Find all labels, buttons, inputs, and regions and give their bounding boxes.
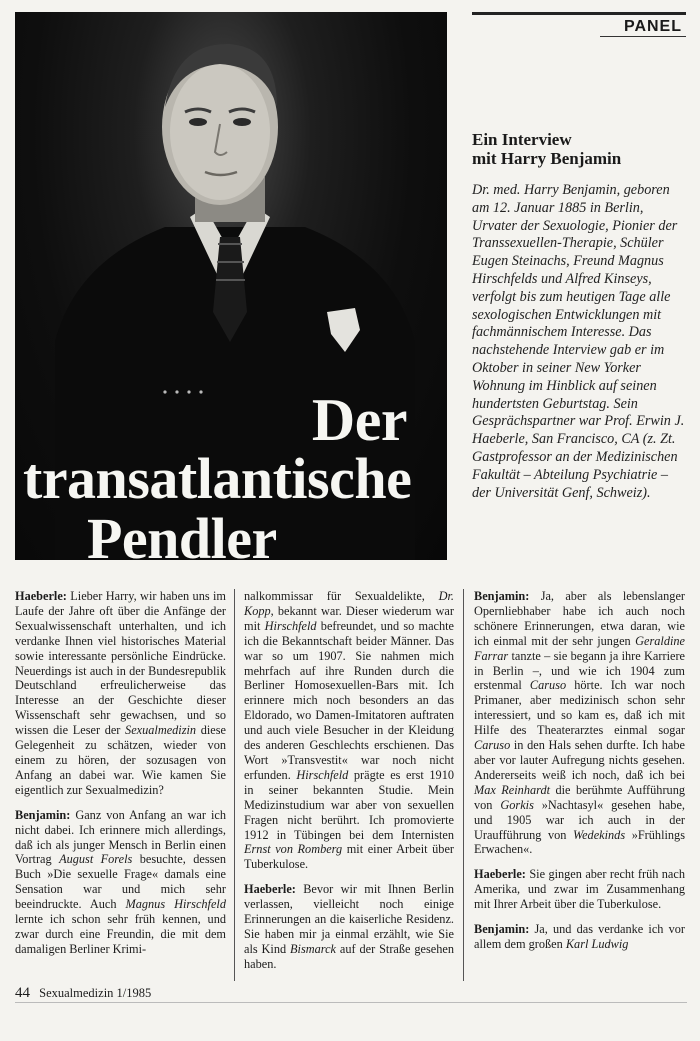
text-run: tanzte – sie begann ja ihre Karriere in Berlin –, und wie ich 1904 zum erstenmal [474, 648, 685, 693]
text-run: auf der Straße gesehen haben. [244, 941, 454, 971]
emphasis: Caruso [474, 738, 511, 753]
text-run: Ja, aber als lebenslanger Opernliebhaber habe ich auch noch schönere Erinnerungen, etwa daran, wie ich einmal mit der sehr jungen [474, 589, 685, 648]
text-run: prägte es erst 1910 in seiner bekannten Studie. Mein Medizinstudium war aber von sexuellen Fragen nicht berührt. Ich promovierte 1912 in Tübingen bei dem Internisten [244, 767, 454, 842]
emphasis: Gorkis [500, 797, 534, 812]
intro-title-line-2: mit Harry Benjamin [472, 149, 622, 168]
text-run: »Nachtasyl« gesehen habe, und 1905 war ich auch in der Uraufführung von [474, 797, 685, 842]
emphasis: Bismarck [290, 941, 337, 956]
headline-line-2: transatlantische [23, 446, 412, 511]
speaker-label: Haeberle: [244, 882, 296, 897]
journal-issue: Sexualmedizin 1/1985 [39, 986, 152, 1000]
text-run: »Frühlings Erwachen«. [474, 827, 685, 857]
speaker-label: Benjamin: [474, 922, 530, 937]
text-run: Bevor wir mit Ihnen Berlin verlassen, vielleicht noch einige Erinnerungen an die kaiserliche Residenz. Sie haben mir ja einmal erzählt, wie Sie als Kind [244, 882, 454, 956]
paragraph [474, 589, 685, 857]
paragraph [244, 882, 454, 971]
text-run: nalkommissar für Sexualdelikte, [244, 589, 439, 603]
emphasis: Max Reinhardt [474, 782, 551, 797]
section-label: PANEL [623, 18, 682, 35]
text-run: Lieber Harry, wir haben uns im Laufe der Jahre oft über die Anfänge der Sexualwissenschaft unterhalten, und ich verdanke Ihnen viel historisches Material sowie interessante persönliche Eindrücke. Neuerdings ist auch in der Bundesrepublik Deutschland erfreulicherweise das Interesse an der Geschichte dieser Wissenschaft sehr gewachsen, und so wissen die Leser der [15, 589, 226, 738]
emphasis: Dr. Kopp [244, 589, 454, 618]
speaker-label: Haeberle: [474, 867, 526, 882]
emphasis: Geraldine Farrar [474, 633, 685, 663]
intro-text: Dr. med. Harry Benjamin, geboren am 12. Januar 1885 in Berlin, Urvater der Sexuologie, Pionier der Transsexuellen-Therapie, Schüler Eugen Steinachs, Freund Magnus Hirschfelds und Alfred Kinseys, verfolgt bis zum heutigen Tage alle sexologischen Entwicklungen mit fachmännischem Interesse. Das nachstehende Interview gab er im Oktober in seiner New Yorker Wohnung im Hinblick auf seinen hundertsten Geburtstag. Sein Gesprächspartner war Prof. Erwin J. Haeberle, San Francisco, CA (z. Zt. Gastprofessor an der Medizinischen Fakultät – Abteilung Psychiatrie – der Universität Genf, Schweiz). [472, 182, 685, 501]
text-run: mit einer Arbeit über Tuberkulose. [244, 842, 454, 872]
emphasis: Magnus Hirschfeld [125, 897, 226, 912]
text-run: , bekannt war. Dieser wiederum war mit [244, 603, 454, 633]
speaker-label: Benjamin: [15, 807, 71, 822]
headline-line-1: Der [311, 387, 407, 453]
text-run: Ja, und das verdanke ich vor allem dem großen [474, 922, 685, 951]
text-run: in den Hals sehen durfte. Ich habe aber vor lauter Aufregung nichts gesehen. Andererseits weiß ich noch, daß ich bei [474, 738, 685, 782]
article-column-3 [474, 589, 685, 962]
paragraph [15, 808, 226, 957]
intro-title-line-1: Ein Interview [472, 130, 572, 149]
text-run: hörte. Ich war noch Primaner, aber medizinisch schon sehr interessiert, und so kam es, daß ich mit Hilfe des Theaterarztes einmal sogar [474, 678, 685, 738]
paragraph [244, 589, 454, 872]
paragraph [474, 867, 685, 912]
emphasis: Karl Ludwig [565, 936, 629, 951]
page-number: 44 [15, 985, 30, 1001]
text-run: lernte ich schon sehr früh kennen, und zwar durch eine Freundin, die mit dem damaligen Berliner Krimi- [15, 912, 226, 956]
portrait-photo [15, 12, 447, 560]
text-run: besuchte, dessen Buch »Die sexuelle Frage« damals eine Sensation war und mich sehr beeindruckte. Auch [15, 852, 226, 912]
emphasis: Sexualmedizin [125, 723, 197, 738]
text-run: Ganz von Anfang an war ich nicht dabei. Ich erinnere mich allerdings, daß ich als junger Mensch in Berlin einen Vortrag [15, 807, 226, 867]
text-run: Sie gingen aber recht früh nach Amerika, und zwar im Zusammenhang mit Ihrer Arbeit über die Tuberkulose. [474, 867, 685, 912]
emphasis: Hirschfeld [264, 618, 317, 633]
emphasis: Wedekinds [572, 827, 626, 842]
emphasis: Ernst von Romberg [244, 842, 343, 857]
intro-title [472, 130, 682, 168]
paragraph [474, 922, 685, 952]
text-run: die berühmte Aufführung von [474, 782, 685, 812]
panel-underline [600, 36, 686, 37]
emphasis: August Forels [59, 852, 133, 867]
column-divider [234, 589, 235, 981]
paragraph [15, 589, 226, 798]
bottom-rule [15, 1002, 687, 1003]
text-run: befreundet, und so machte ich die Bekanntschaft beider Männer. Das war so um 1907. Sie nahmen mich mehrfach auf ihre Runden durch die Berliner Homosexuellen-Bars mit. Ich erinnere mich noch besonders an das Eldorado, wo Damen-Imitatoren auftraten und auch viele Besucher in der Kleidung des anderen Geschlechts erschienen. Das Wort »Transvestit« war noch nicht erfunden. [244, 618, 455, 782]
page-footer [15, 985, 151, 1002]
panel-top-rule [472, 12, 686, 15]
column-divider [463, 589, 464, 981]
speaker-label: Haeberle: [15, 589, 67, 603]
article-column-2 [244, 589, 454, 982]
emphasis: Caruso [529, 678, 567, 693]
emphasis: Hirschfeld [296, 767, 349, 782]
text-run: diese Gelegenheit zu schätzen, wieder von einem zu hören, der sozusagen von Anfang an dabei war. Wie kamen Sie eigentlich zur Sexualmedizin? [15, 723, 226, 797]
speaker-label: Benjamin: [474, 589, 530, 603]
article-column-1 [15, 589, 226, 967]
headline-line-3: Pendler [87, 506, 277, 560]
